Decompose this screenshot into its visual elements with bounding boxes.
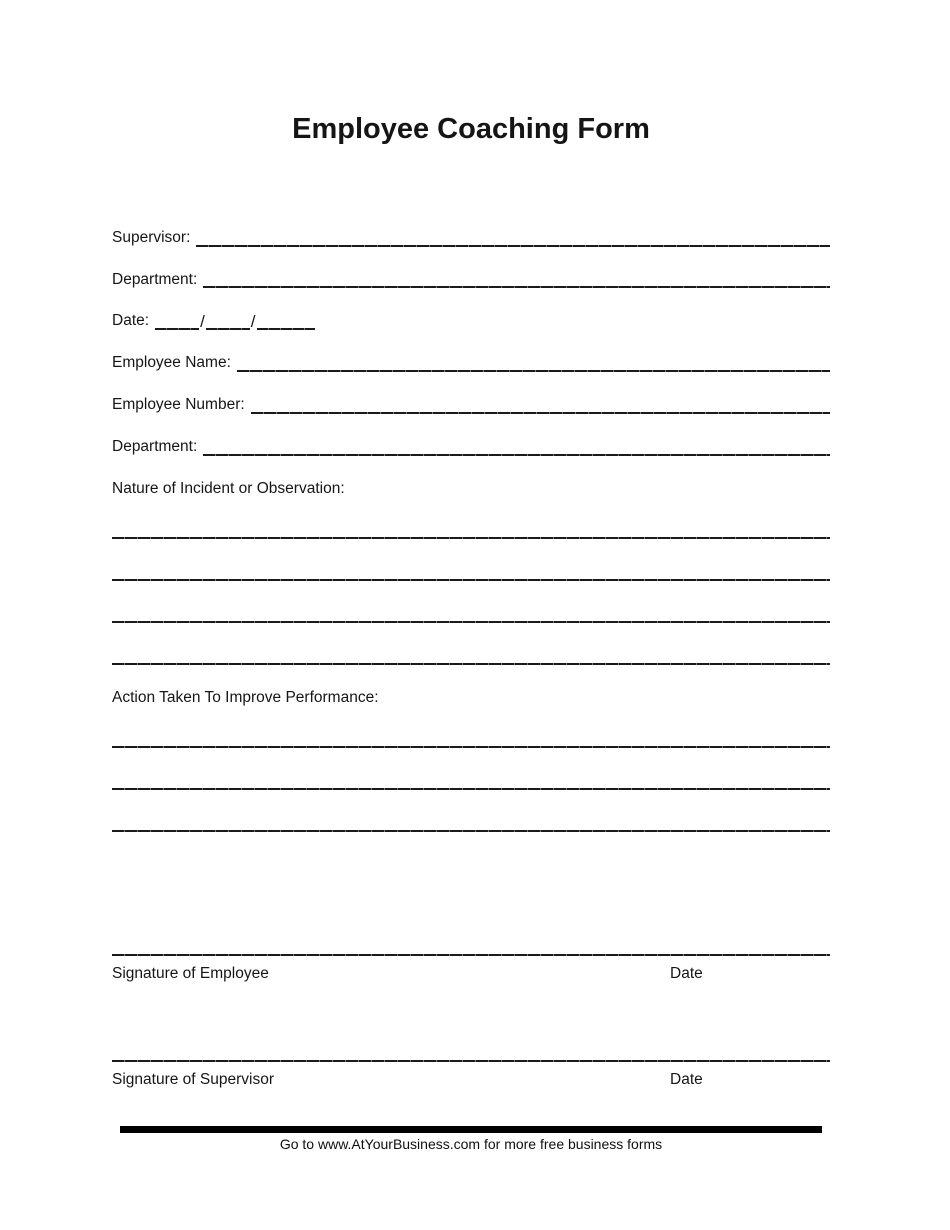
action-writing-line-1[interactable] — [112, 746, 830, 748]
supervisor-field-row — [112, 205, 830, 247]
action-writing-line-2[interactable] — [112, 788, 830, 790]
nature-section-label: Nature of Incident or Observation: — [112, 479, 345, 497]
action-writing-line-3[interactable] — [112, 830, 830, 832]
employee-number-label: Employee Number: — [112, 395, 245, 413]
action-section-label: Action Taken To Improve Performance: — [112, 688, 379, 706]
supervisor-signature-label: Signature of Supervisor — [112, 1070, 274, 1088]
nature-writing-line-4[interactable] — [112, 663, 830, 665]
date-field-row — [112, 288, 830, 330]
employee-number-field-row — [112, 372, 830, 414]
department-label: Department: — [112, 270, 198, 288]
supervisor-signature-caption — [112, 1062, 830, 1089]
action-writing-row — [112, 748, 830, 790]
department-input-line[interactable] — [203, 286, 830, 288]
nature-section-row — [112, 456, 830, 498]
footer-divider-bar — [120, 1126, 822, 1133]
nature-writing-row — [112, 539, 830, 581]
department-field-row — [112, 247, 830, 289]
action-writing-row — [112, 706, 830, 748]
department2-field-row — [112, 414, 830, 456]
employee-signature-caption — [112, 956, 830, 983]
supervisor-label: Supervisor: — [112, 228, 191, 246]
supervisor-date-label: Date — [670, 1070, 703, 1088]
nature-writing-row — [112, 497, 830, 539]
date-day-input-line[interactable] — [206, 328, 250, 330]
employee-signature-label: Signature of Employee — [112, 964, 269, 982]
date-year-input-line[interactable] — [257, 328, 315, 330]
date-separator: / — [250, 312, 256, 332]
date-label: Date: — [112, 312, 150, 330]
nature-writing-row — [112, 581, 830, 623]
footer-text: Go to www.AtYourBusiness.com for more free business forms — [279, 1135, 663, 1152]
department2-input-line[interactable] — [203, 454, 830, 456]
employee-name-field-row — [112, 330, 830, 372]
page-title: Employee Coaching Form — [292, 113, 650, 145]
nature-writing-line-2[interactable] — [112, 579, 830, 581]
employee-name-input-line[interactable] — [237, 370, 830, 372]
supervisor-input-line[interactable] — [196, 245, 830, 247]
department2-label: Department: — [112, 437, 198, 455]
form-body — [112, 205, 830, 832]
action-section-row — [112, 665, 830, 707]
action-writing-row — [112, 790, 830, 832]
nature-writing-line-1[interactable] — [112, 537, 830, 539]
nature-writing-line-3[interactable] — [112, 621, 830, 623]
date-month-input-line[interactable] — [155, 328, 199, 330]
date-separator: / — [200, 312, 205, 332]
employee-name-label: Employee Name: — [112, 354, 231, 372]
employee-number-input-line[interactable] — [251, 412, 830, 414]
employee-date-label: Date — [670, 964, 703, 982]
nature-writing-row — [112, 623, 830, 665]
